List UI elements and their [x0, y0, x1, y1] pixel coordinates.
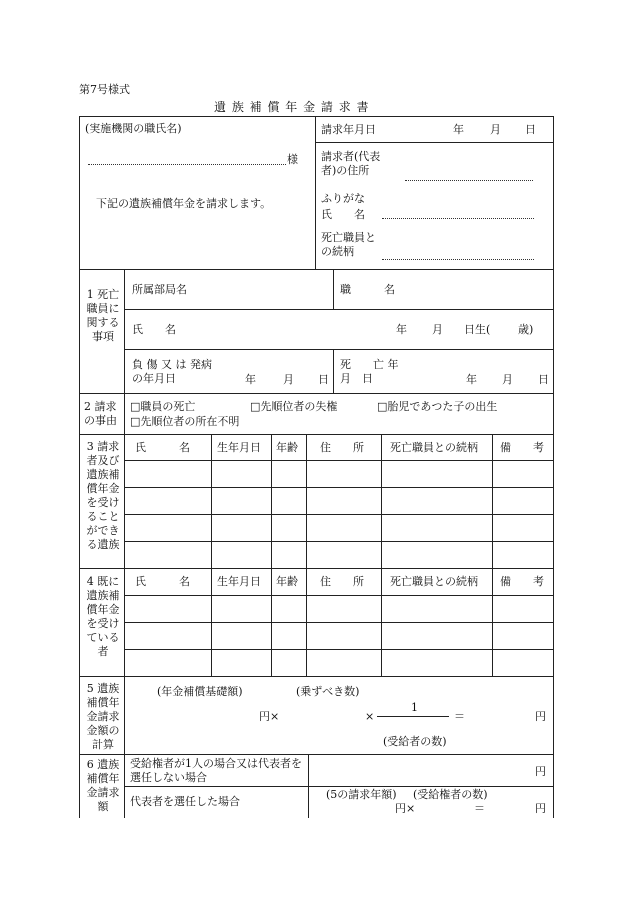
s2-opt4[interactable]: □先順位者の所在不明	[130, 415, 240, 428]
date-label: 請求年月日	[321, 123, 376, 136]
request-sentence: 下記の遺族補償年金を請求します。	[96, 197, 272, 210]
s3-h-relation: 死亡職員との続柄	[390, 441, 478, 454]
s4-h-address: 住 所	[320, 575, 364, 588]
s6-amount-label: (5の請求年額)	[326, 788, 397, 801]
s2-label: 2 請求の事由	[84, 400, 117, 427]
relation-line[interactable]	[382, 259, 534, 260]
s4-h-birth: 生年月日	[217, 575, 261, 588]
s3-h-birth: 生年月日	[217, 441, 261, 454]
s4-label: 4 既に遺族補償年金を受けている者	[86, 575, 120, 658]
s5-multiplier: (乗ずべき数)	[296, 685, 360, 698]
s5-denominator: (受給者の数)	[383, 735, 447, 748]
s5-base: (年金補償基礎額)	[157, 685, 243, 698]
s2-opt2[interactable]: □先順位者の失権	[250, 400, 338, 413]
s3-h-name: 氏 名	[135, 441, 190, 454]
s1-name: 氏 名	[132, 323, 176, 336]
s2-opt1[interactable]: □職員の死亡	[130, 400, 196, 413]
s4-h-age: 年齢	[276, 575, 298, 588]
sama: 様	[287, 153, 298, 166]
form-title: 遺 族 補 償 年 金 請 求 書	[214, 100, 370, 114]
s3-label: 3 請求者及び遺族補償年金を受けることができる遺族	[86, 440, 120, 551]
addressee-label: (実施機関の職氏名)	[85, 122, 182, 135]
s2-opt3[interactable]: □胎児であつた子の出生	[377, 400, 498, 413]
s1-dept: 所属部局名	[132, 283, 187, 296]
main-table	[79, 270, 554, 818]
s6-label: 6 遺族補償年金請求額	[86, 758, 120, 813]
s6-case2: 代表者を選任した場合	[130, 795, 240, 808]
s6-count-label: (受給権者の数)	[413, 788, 488, 801]
s1-post: 職 名	[340, 283, 395, 296]
s5-label: 5 遺族補償年金請求金額の計算	[86, 682, 120, 751]
s3-h-age: 年齢	[276, 441, 298, 454]
relation-label: 死亡職員との続柄	[321, 231, 376, 258]
name-line[interactable]	[382, 218, 534, 219]
furigana-label: ふりがな	[321, 192, 365, 205]
addressee-line[interactable]	[88, 164, 286, 165]
s1-label: 1 死亡職員に関する事項	[86, 288, 120, 343]
s5-fraction-bar	[377, 716, 449, 717]
name-label: 氏 名	[321, 208, 365, 221]
s3-h-address: 住 所	[320, 441, 364, 454]
s1-death: 死 亡 年 月 日	[340, 358, 410, 385]
s6-case1: 受給権者が1人の場合又は代表者を選任しない場合	[130, 757, 302, 784]
address-line[interactable]	[405, 180, 533, 181]
s3-h-notes: 備 考	[500, 441, 544, 454]
s4-h-notes: 備 考	[500, 575, 544, 588]
form-number: 第7号様式	[79, 83, 130, 96]
top-box	[79, 116, 554, 270]
s4-h-name: 氏 名	[135, 575, 190, 588]
s1-injury: 負 傷 又 は 発病の年月日	[132, 358, 212, 385]
address-label: 請求者(代表者)の住所	[321, 150, 381, 177]
s4-h-relation: 死亡職員との続柄	[390, 575, 478, 588]
